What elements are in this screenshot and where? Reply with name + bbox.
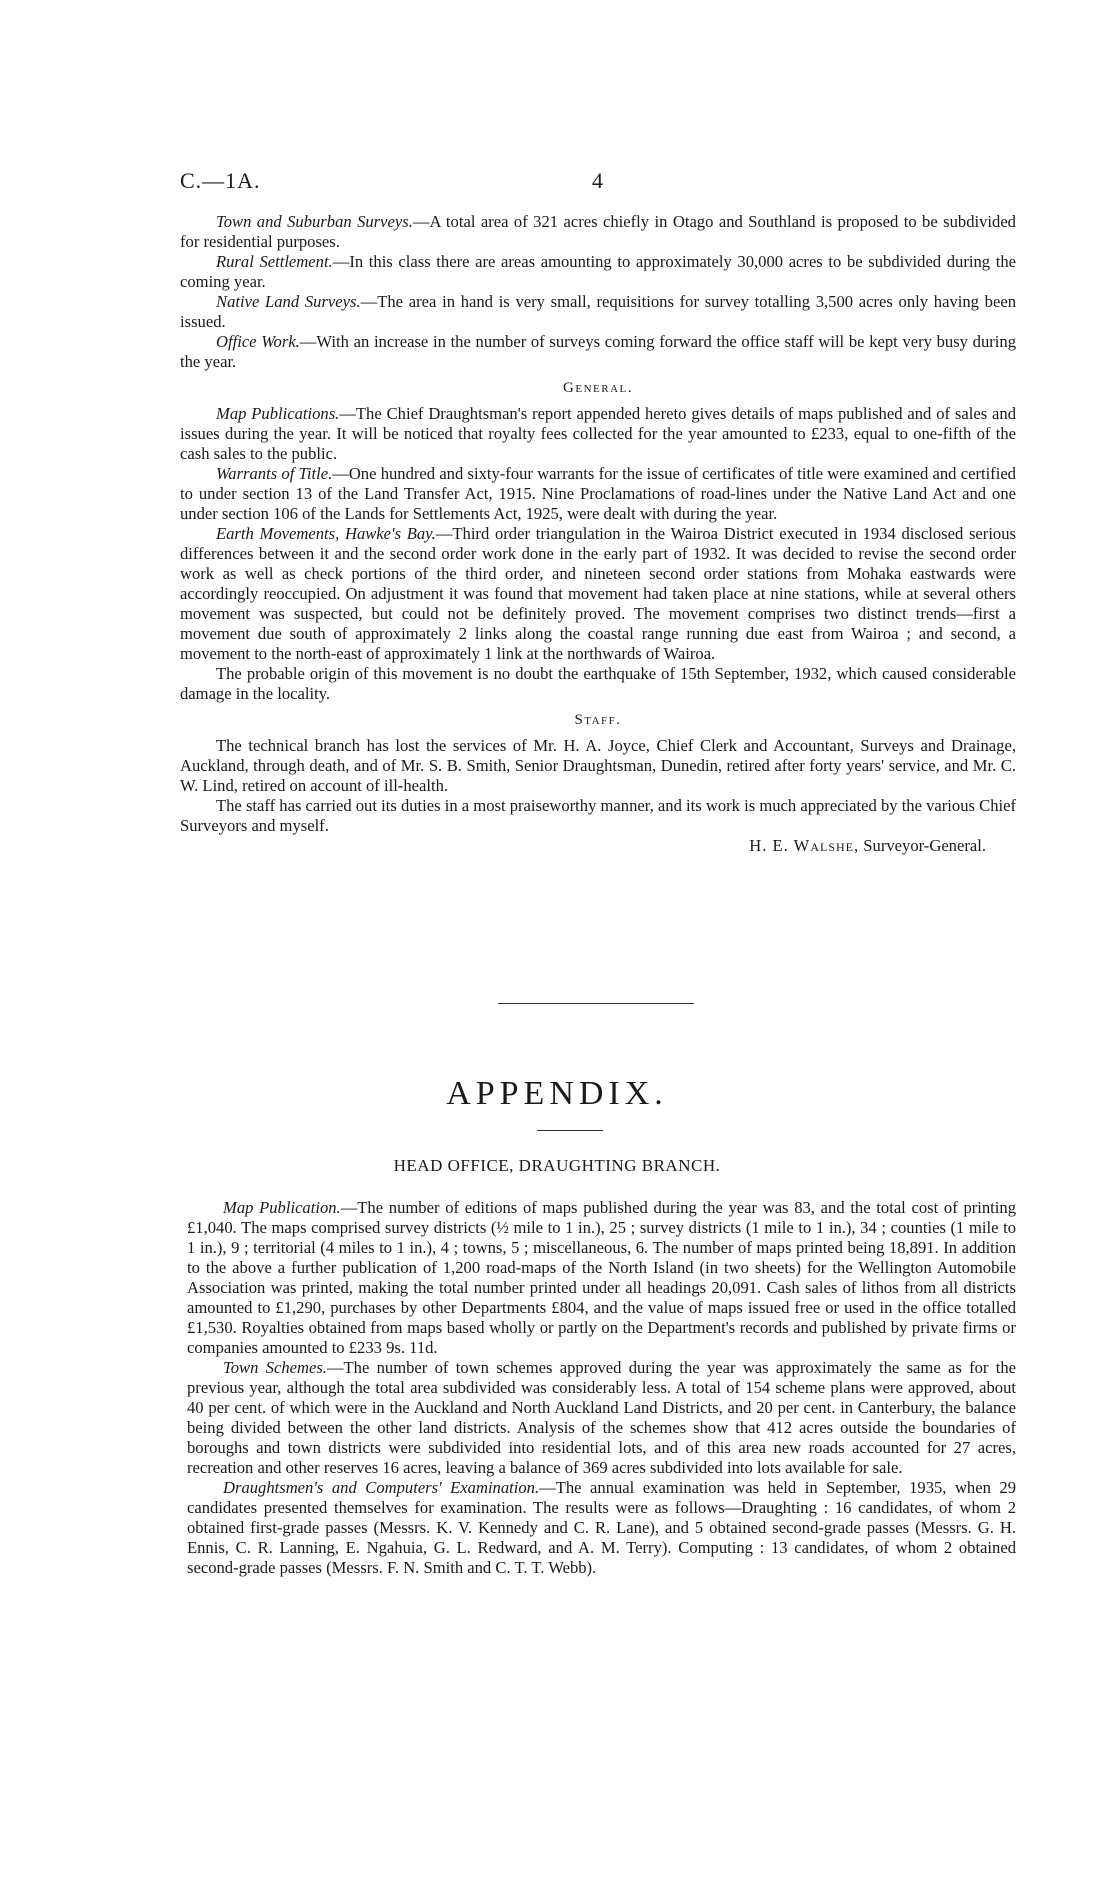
- paragraph-text: —The area in hand is very small, requisitions for survey totalling 3,500 acres only having been issued.: [180, 292, 1016, 331]
- appendix-subheading: HEAD OFFICE, DRAUGHTING BRANCH.: [393, 1156, 721, 1175]
- paragraph-title: Town Schemes.: [223, 1358, 327, 1377]
- page-header: [180, 168, 1020, 198]
- section-heading-staff: Staff.: [574, 712, 622, 728]
- paragraph-title: Map Publication.: [223, 1198, 341, 1217]
- paragraph-staff-1: The technical branch has lost the services of Mr. H. A. Joyce, Chief Clerk and Accountant, Surveys and Drainage, Auckland, through death, and of Mr. S. B. Smith, Senior Draughtsman, Dunedin, retired after forty years' service, and Mr. C. W. Lind, retired on account of ill-health.: [180, 736, 1016, 795]
- section-heading-general: General.: [563, 380, 633, 396]
- paragraph-text: —Third order triangulation in the Wairoa District executed in 1934 disclosed serious differences between it and the second order work done in the early part of 1932. It was decided to revise the second order work as well as check portions of the third order, and nineteen second order stations from Mohaka eastwards were accordingly reoccupied. On adjustment it was found that movement had taken place at nine stations, while at several others movement was suspected, but could not be definitely proved. The movement comprises two distinct trends—first a movement due south of approximately 2 links along the coastal range running due east from Wairoa ; and second, a movement to the north-east of approximately 1 link at the northwards of Wairoa.: [180, 524, 1016, 663]
- paragraph-rural-settlement: [180, 252, 1016, 292]
- paragraph-title: Office Work.: [216, 332, 300, 351]
- paragraph-office-work: [180, 332, 1016, 372]
- paragraph-warrants: [180, 464, 1016, 524]
- signature-name: H. E. Walshe,: [749, 836, 860, 855]
- paragraph-title: Draughtsmen's and Computers' Examination.: [223, 1478, 540, 1497]
- page-number: 4: [592, 168, 603, 193]
- paragraph-native-land: [180, 292, 1016, 332]
- paragraph-origin: [180, 664, 1016, 704]
- paragraph-town-surveys: [180, 212, 1016, 252]
- paragraph-town-schemes: [187, 1358, 1016, 1478]
- paragraph-text: —A total area of 321 acres chiefly in Otago and Southland is proposed to be subdivided for residential purposes.: [180, 212, 1016, 251]
- appendix-title-rule: [537, 1130, 603, 1131]
- signature: [180, 836, 1016, 856]
- paragraph-title: Town and Suburban Surveys.: [216, 212, 413, 231]
- paragraph-text: —The number of town schemes approved during the year was approximately the same as for the previous year, although the total area subdivided was considerably less. A total of 154 scheme plans were approved, about 40 per cent. of which were in the Auckland and North Auckland Land Districts, and 20 per cent. in Canterbury, the balance being divided between the other land districts. Analysis of the schemes show that 412 acres outside the boundaries of boroughs and town districts were subdivided into residential lots, and of this area new roads accounted for 27 acres, recreation and other reserves 16 acres, leaving a balance of 369 acres subdivided into lots available for sale.: [187, 1358, 1017, 1477]
- paragraph-text: —The annual examination was held in September, 1935, when 29 candidates presented themselves for examination. The results were as follows—Draughting : 16 candidates, of whom 2 obtained first-grade passes (Messrs. K. V. Kennedy and C. R. Lane), and 5 obtained second-grade passes (Messrs. G. H. Ennis, C. R. Lanning, E. Ngahuia, G. L. Redward, and A. M. Terry). Computing : 13 candidates, of whom 2 obtained second-grade passes (Messrs. F. N. Smith and C. T. T. Webb).: [187, 1478, 1016, 1577]
- signature-title: Surveyor-General.: [859, 836, 986, 855]
- appendix-title: APPENDIX.: [446, 1075, 668, 1112]
- paragraph-staff-2: The staff has carried out its duties in a most praiseworthy manner, and its work is much appreciated by the various Chief Surveyors and myself.: [180, 796, 1016, 835]
- report-body: [180, 212, 1016, 856]
- paragraph-earth-movements: [180, 524, 1016, 664]
- paragraph-title: Native Land Surveys.: [216, 292, 361, 311]
- paragraph-title: Map Publications.: [216, 404, 340, 423]
- appendix-body: [187, 1198, 1016, 1578]
- paragraph-text: —One hundred and sixty-four warrants for the issue of certificates of title were examined and certified to under section 13 of the Land Transfer Act, 1915. Nine Proclamations of road-lines under the Native Land Act and one under section 106 of the Lands for Settlements Act, 1925, were dealt with during the year.: [180, 464, 1016, 523]
- paragraph-title: Rural Settlement.: [216, 252, 333, 271]
- paragraph-text: The probable origin of this movement is no doubt the earthquake of 15th September, 1932, which caused considerable damage in the locality.: [180, 664, 1016, 703]
- section-divider: [498, 1003, 694, 1004]
- paragraph-text: —In this class there are areas amounting to approximately 30,000 acres to be subdivided during the coming year.: [180, 252, 1016, 291]
- document-code: C.—1A.: [180, 168, 261, 193]
- paragraph-text: —The Chief Draughtsman's report appended hereto gives details of maps published and of sales and issues during the year. It will be noticed that royalty fees collected for the year amounted to £233, equal to one-fifth of the cash sales to the public.: [180, 404, 1016, 463]
- paragraph-map-publication: [187, 1198, 1016, 1358]
- paragraph-text: —With an increase in the number of surveys coming forward the office staff will be kept very busy during the year.: [180, 332, 1016, 371]
- paragraph-map-publications: [180, 404, 1016, 464]
- paragraph-text: —The number of editions of maps published during the year was 83, and the total cost of printing £1,040. The maps comprised survey districts (½ mile to 1 in.), 25 ; survey districts (1 mile to 1 in.), 34 ; counties (1 mile to 1 in.), 9 ; territorial (4 miles to 1 in.), 4 ; towns, 5 ; miscellaneous, 6. The number of maps printed being 18,891. In addition to the above a further publication of 1,200 road-maps of the North Island (in two sheets) for the Wellington Automobile Association was printed, making the total number printed under all headings 20,091. Cash sales of lithos from all districts amounted to £1,290, purchases by other Departments £804, and the value of maps issued free or used in the office totalled £1,530. Royalties obtained from maps based wholly or partly on the Department's records and published by private firms or companies amounted to £233 9s. 11d.: [187, 1198, 1016, 1357]
- paragraph-title: Warrants of Title.: [216, 464, 333, 483]
- paragraph-examination: [187, 1478, 1016, 1578]
- paragraph-title: Earth Movements, Hawke's Bay.: [216, 524, 436, 543]
